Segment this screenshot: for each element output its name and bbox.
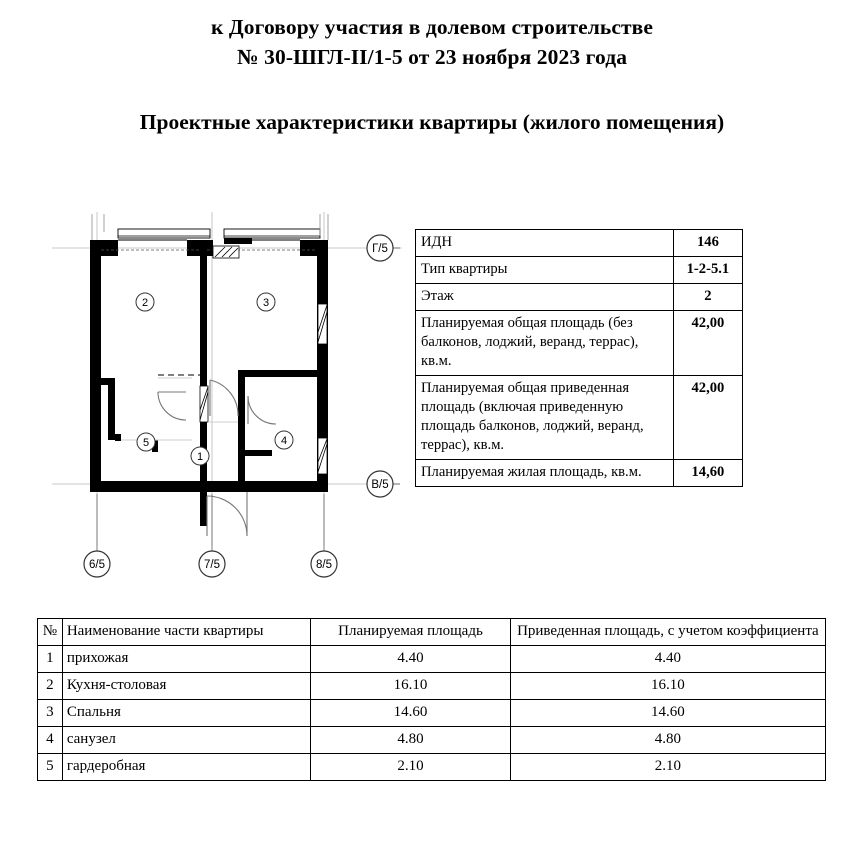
floor-plan-drawing: [52, 206, 402, 586]
column-header-area: Планируемая площадь: [311, 619, 511, 646]
cell-name: Спальня: [62, 700, 310, 727]
spec-value: 1-2-5.1: [673, 257, 742, 284]
svg-text:2: 2: [141, 297, 149, 309]
table-row: [416, 284, 743, 311]
spec-label: Планируемая жилая площадь, кв.м.: [416, 460, 674, 487]
cell-number: 4: [38, 727, 63, 754]
column-header-coefficient: Приведенная площадь, с учетом коэффициента: [510, 619, 825, 646]
table-header-row: [38, 619, 826, 646]
spec-label: ИДН: [416, 230, 674, 257]
svg-text:6/5: 6/5: [89, 559, 105, 571]
table-row: [416, 376, 743, 460]
cell-number: 3: [38, 700, 63, 727]
document-title-line1: к Договору участия в долевом строительстве: [210, 15, 654, 39]
spec-value: 146: [673, 230, 742, 257]
cell-name: Кухня-столовая: [62, 673, 310, 700]
cell-coefficient: 4.80: [510, 727, 825, 754]
spec-value: 42,00: [673, 311, 742, 376]
svg-text:1: 1: [196, 451, 204, 463]
spec-label: Планируемая общая приведенная площадь (включая приведенную площадь балконов, лоджий, веранд, террас), кв.м.: [416, 376, 674, 460]
svg-text:В/5: В/5: [371, 479, 389, 491]
document-title-line2: № 30-ШГЛ-II/1-5 от 23 ноября 2023 года: [236, 45, 628, 69]
svg-text:Г/5: Г/5: [372, 243, 388, 255]
cell-number: 5: [38, 754, 63, 781]
table-row: [38, 673, 826, 700]
table-row: [38, 646, 826, 673]
spec-value: 14,60: [673, 460, 742, 487]
spec-value: 2: [673, 284, 742, 311]
cell-coefficient: 4.40: [510, 646, 825, 673]
page-subtitle: Проектные характеристики квартиры (жилого помещения): [139, 110, 725, 134]
room-marker-5: [137, 433, 155, 451]
table-row: [38, 700, 826, 727]
cell-number: 2: [38, 673, 63, 700]
spec-value: 42,00: [673, 376, 742, 460]
axis-marker-8-5: [311, 551, 337, 577]
cell-number: 1: [38, 646, 63, 673]
cell-name: прихожая: [62, 646, 310, 673]
spec-label: Планируемая общая площадь (без балконов, лоджий, веранд, террас), кв.м.: [416, 311, 674, 376]
cell-name: гардеробная: [62, 754, 310, 781]
table-row: [38, 727, 826, 754]
room-marker-3: [257, 293, 275, 311]
cell-coefficient: 16.10: [510, 673, 825, 700]
apartment-parts-table: [37, 618, 826, 781]
cell-area: 4.40: [311, 646, 511, 673]
cell-area: 14.60: [311, 700, 511, 727]
svg-text:4: 4: [280, 435, 288, 447]
table-row: [416, 460, 743, 487]
room-marker-2: [136, 293, 154, 311]
axis-marker-g5: [367, 235, 393, 261]
svg-text:7/5: 7/5: [204, 559, 220, 571]
table-row: [416, 311, 743, 376]
svg-text:3: 3: [262, 297, 270, 309]
cell-area: 2.10: [311, 754, 511, 781]
column-header-name: Наименование части квартиры: [62, 619, 310, 646]
spec-label: Этаж: [416, 284, 674, 311]
table-row: [416, 257, 743, 284]
cell-area: 16.10: [311, 673, 511, 700]
svg-text:5: 5: [142, 437, 150, 449]
cell-coefficient: 2.10: [510, 754, 825, 781]
cell-area: 4.80: [311, 727, 511, 754]
apartment-spec-table: [415, 229, 743, 487]
document-title: [0, 12, 864, 72]
svg-text:8/5: 8/5: [316, 559, 332, 571]
cell-name: санузел: [62, 727, 310, 754]
axis-marker-6-5: [84, 551, 110, 577]
room-marker-4: [275, 431, 293, 449]
room-marker-1: [191, 447, 209, 465]
cell-coefficient: 14.60: [510, 700, 825, 727]
spec-label: Тип квартиры: [416, 257, 674, 284]
table-row: [38, 754, 826, 781]
axis-marker-v5: [367, 471, 393, 497]
column-header-number: №: [38, 619, 63, 646]
axis-marker-7-5: [199, 551, 225, 577]
table-row: [416, 230, 743, 257]
